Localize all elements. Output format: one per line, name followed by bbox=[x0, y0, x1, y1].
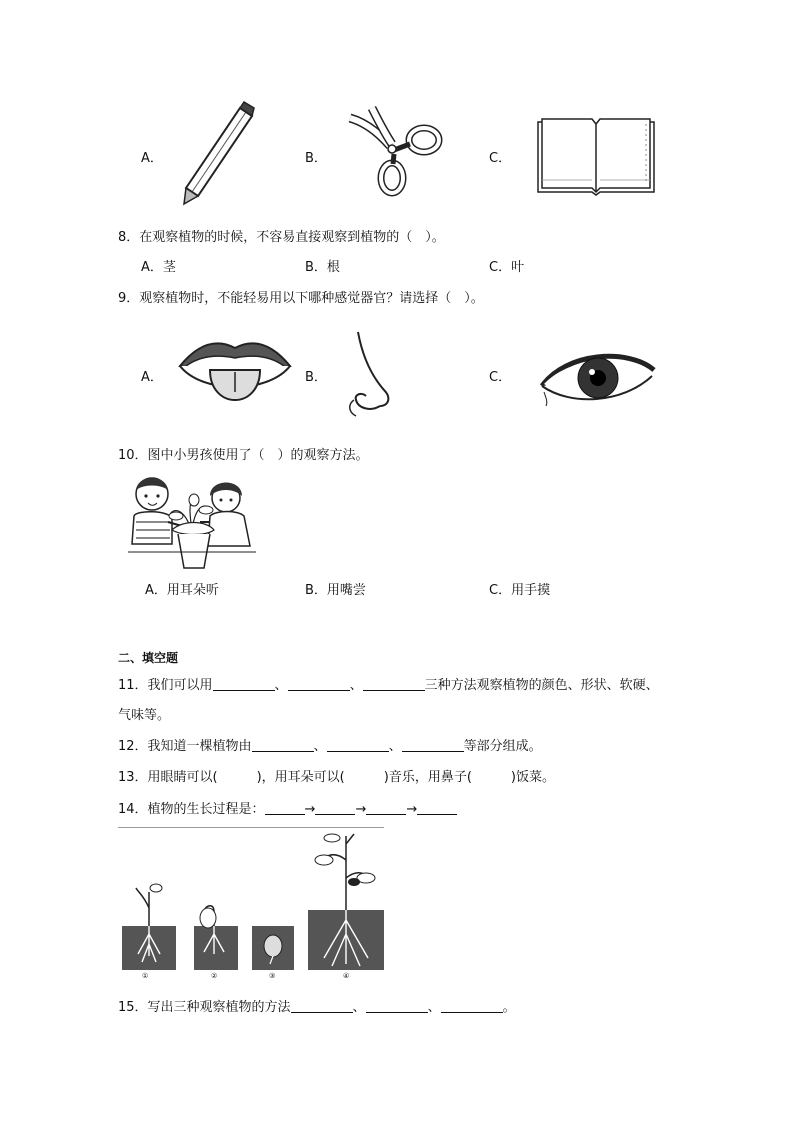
q11-separator: 、 bbox=[274, 678, 288, 693]
notebook-image bbox=[534, 116, 658, 196]
q10-option-a[interactable]: A．用耳朵听 bbox=[145, 583, 219, 598]
q12-line bbox=[118, 739, 542, 755]
q10-option-b[interactable]: B．用嘴尝 bbox=[305, 583, 366, 598]
q15-separator: 、 bbox=[427, 1000, 441, 1015]
q15-blank-2[interactable] bbox=[366, 1000, 428, 1013]
mouth-tongue-image bbox=[176, 334, 294, 414]
q14-blank-2[interactable] bbox=[315, 802, 355, 815]
q11-blank-1[interactable] bbox=[213, 678, 275, 691]
figure-label-2: ② bbox=[211, 972, 218, 980]
q11-blank-2[interactable] bbox=[288, 678, 350, 691]
q9-option-c[interactable]: C． bbox=[489, 370, 512, 385]
q11-separator: 、 bbox=[349, 678, 363, 693]
q9-stem: 9．观察植物时，不能轻易用以下哪种感觉器官？请选择（ ）。 bbox=[118, 291, 484, 306]
figure-label-1: ① bbox=[142, 972, 149, 980]
q8-option-b[interactable]: B．根 bbox=[305, 260, 340, 275]
q8-option-c[interactable]: C．叶 bbox=[489, 260, 525, 275]
section-title: 二、填空题 bbox=[118, 651, 179, 665]
figure-label-4: ④ bbox=[343, 972, 350, 980]
q14-stem: 14．植物的生长过程是： bbox=[118, 802, 265, 817]
q15-separator: 、 bbox=[352, 1000, 366, 1015]
q14-blank-4[interactable] bbox=[417, 802, 457, 815]
arrow-icon: → bbox=[406, 802, 418, 817]
q12-text-1: 12．我知道一棵植物由 bbox=[118, 739, 252, 754]
q11-line-2: 气味等。 bbox=[118, 708, 171, 723]
arrow-icon: → bbox=[304, 802, 316, 817]
figure-top-rule bbox=[118, 827, 384, 828]
q7-option-c[interactable]: C． bbox=[489, 151, 512, 166]
q14-line bbox=[118, 802, 457, 818]
q11-blank-3[interactable] bbox=[363, 678, 425, 691]
q7-option-a[interactable]: A． bbox=[141, 151, 163, 166]
q15-end: 。 bbox=[502, 1000, 516, 1015]
plant-growth-image bbox=[118, 830, 390, 986]
pencil-image bbox=[178, 100, 262, 206]
children-observing-plant-image bbox=[126, 472, 258, 572]
q15-blank-3[interactable] bbox=[441, 1000, 503, 1013]
q8-option-a[interactable]: A．茎 bbox=[141, 260, 176, 275]
q15-line bbox=[118, 1000, 516, 1016]
q14-blank-1[interactable] bbox=[265, 802, 305, 815]
q7-option-b[interactable]: B． bbox=[305, 151, 327, 166]
q9-option-a[interactable]: A． bbox=[141, 370, 163, 385]
nose-image bbox=[340, 330, 400, 420]
q8-stem: 8．在观察植物的时候，不容易直接观察到植物的（ ）。 bbox=[118, 230, 445, 245]
q10-option-c[interactable]: C．用手摸 bbox=[489, 583, 551, 598]
eye-image bbox=[536, 346, 660, 406]
q9-option-b[interactable]: B． bbox=[305, 370, 327, 385]
q12-text-2: 等部分组成。 bbox=[463, 739, 542, 754]
q12-blank-3[interactable] bbox=[402, 739, 464, 752]
q14-blank-3[interactable] bbox=[366, 802, 406, 815]
q12-separator: 、 bbox=[388, 739, 402, 754]
q12-separator: 、 bbox=[313, 739, 327, 754]
q11-text-1: 11．我们可以用 bbox=[118, 678, 213, 693]
q11-line-1 bbox=[118, 678, 659, 694]
q10-stem: 10．图中小男孩使用了（ ）的观察方法。 bbox=[118, 448, 369, 463]
q11-text-2: 三种方法观察植物的颜色、形状、软硬、 bbox=[424, 678, 659, 693]
arrow-icon: → bbox=[355, 802, 367, 817]
scissors-image bbox=[344, 104, 444, 196]
q12-blank-2[interactable] bbox=[327, 739, 389, 752]
q13-text: 13．用眼睛可以( )，用耳朵可以( )音乐，用鼻子( )饭菜。 bbox=[118, 770, 555, 785]
q15-text: 15．写出三种观察植物的方法 bbox=[118, 1000, 291, 1015]
q12-blank-1[interactable] bbox=[252, 739, 314, 752]
figure-label-3: ③ bbox=[269, 972, 276, 980]
q15-blank-1[interactable] bbox=[291, 1000, 353, 1013]
